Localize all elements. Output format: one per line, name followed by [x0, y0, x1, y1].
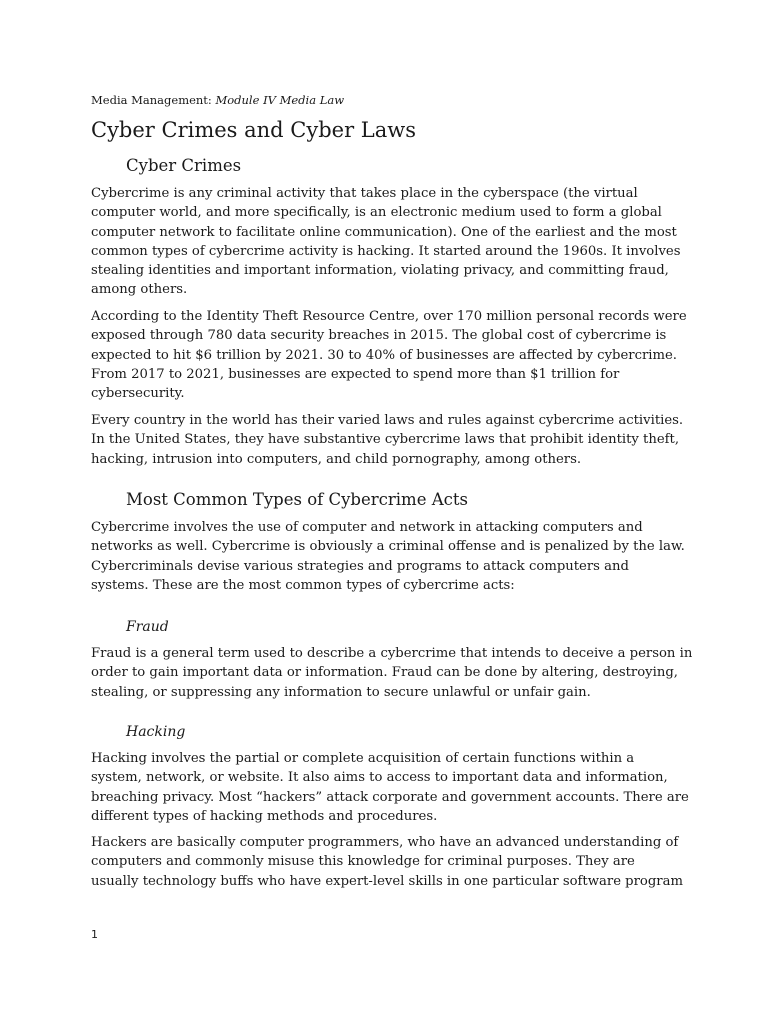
text-line: According to the Identity Theft Resource Centre, over 170 million personal records were	[91, 309, 687, 324]
text-line: order to gain important data or information. Fraud can be done by altering, destroying,	[91, 665, 678, 681]
text-line: computer network to facilitate online communication). One of the earliest and the most	[91, 224, 677, 240]
text-line: systems. These are the most common types of cybercrime acts:	[91, 577, 515, 593]
text-line: system, network, or website. It also aims to access to important data and information,	[91, 770, 668, 786]
text-line: Fraud is a general term used to describe a cybercrime that intends to deceive a person in	[91, 646, 693, 661]
page-number: 1	[91, 928, 98, 941]
text-line: Cybercrime involves the use of computer and network in attacking computers and	[91, 520, 643, 535]
paragraph-cybercrime-definition	[91, 184, 685, 300]
text-line: computers and commonly misuse this knowledge for criminal purposes. They are	[91, 854, 635, 870]
text-line: networks as well. Cybercrime is obviously a criminal offense and is penalized by the law.	[91, 539, 685, 555]
text-line: Hackers are basically computer programmers, who have an advanced understanding of	[91, 835, 679, 850]
paragraph-cybercrime-laws	[91, 411, 685, 469]
text-line: exposed through 780 data security breaches in 2015. The global cost of cybercrime is	[91, 328, 667, 344]
text-line: In the United States, they have substantive cybercrime laws that prohibit identity theft,	[91, 432, 680, 448]
section-heading-cyber-crimes: Cyber Crimes	[126, 156, 242, 175]
text-line: common types of cybercrime activity is hacking. It started around the 1960s. It involves	[91, 243, 681, 259]
text-line: Cybercrime is any criminal activity that takes place in the cyberspace (the virtual	[91, 186, 638, 201]
subheading-hacking: Hacking	[126, 724, 186, 740]
text-line: Every country in the world has their varied laws and rules against cybercrime activities.	[91, 413, 684, 428]
text-line: From 2017 to 2021, businesses are expected to spend more than $1 trillion for	[91, 366, 620, 382]
text-line: breaching privacy. Most “hackers” attack corporate and government accounts. There are	[91, 789, 689, 805]
text-line: stealing identities and important information, violating privacy, and committing fraud,	[91, 263, 669, 279]
module-label: Module IV Media Law	[215, 93, 345, 107]
section-heading-common-types: Most Common Types of Cybercrime Acts	[126, 490, 468, 509]
text-line: stealing, or suppressing any information to secure unlawful or unfair gain.	[91, 684, 591, 700]
paragraph-cybercrime-statistics	[91, 307, 685, 403]
page-title: Cyber Crimes and Cyber Laws	[91, 118, 417, 142]
text-line: hacking, intrusion into computers, and child pornography, among others.	[91, 451, 582, 467]
paragraph-hacking-definition	[91, 749, 689, 826]
text-line: Hacking involves the partial or complete acquisition of certain functions within a	[91, 751, 635, 766]
text-line: different types of hacking methods and procedures.	[91, 808, 438, 824]
text-line: computer world, and more specifically, is an electronic medium used to form a global	[91, 205, 662, 221]
subheading-fraud: Fraud	[126, 619, 169, 635]
text-line: cybersecurity.	[91, 386, 185, 402]
text-line: Cybercriminals devise various strategies and programs to attack computers and	[91, 558, 629, 574]
paragraph-fraud	[91, 644, 693, 702]
paragraph-common-types-intro	[91, 518, 685, 595]
text-line: expected to hit $6 trillion by 2021. 30 to 40% of businesses are affected by cybercrime.	[91, 347, 677, 363]
paragraph-hackers	[91, 833, 685, 891]
running-header	[91, 92, 344, 108]
text-line: usually technology buffs who have expert-level skills in one particular software program	[91, 873, 683, 889]
text-line: among others.	[91, 282, 188, 298]
course-label: Media Management:	[91, 93, 216, 107]
